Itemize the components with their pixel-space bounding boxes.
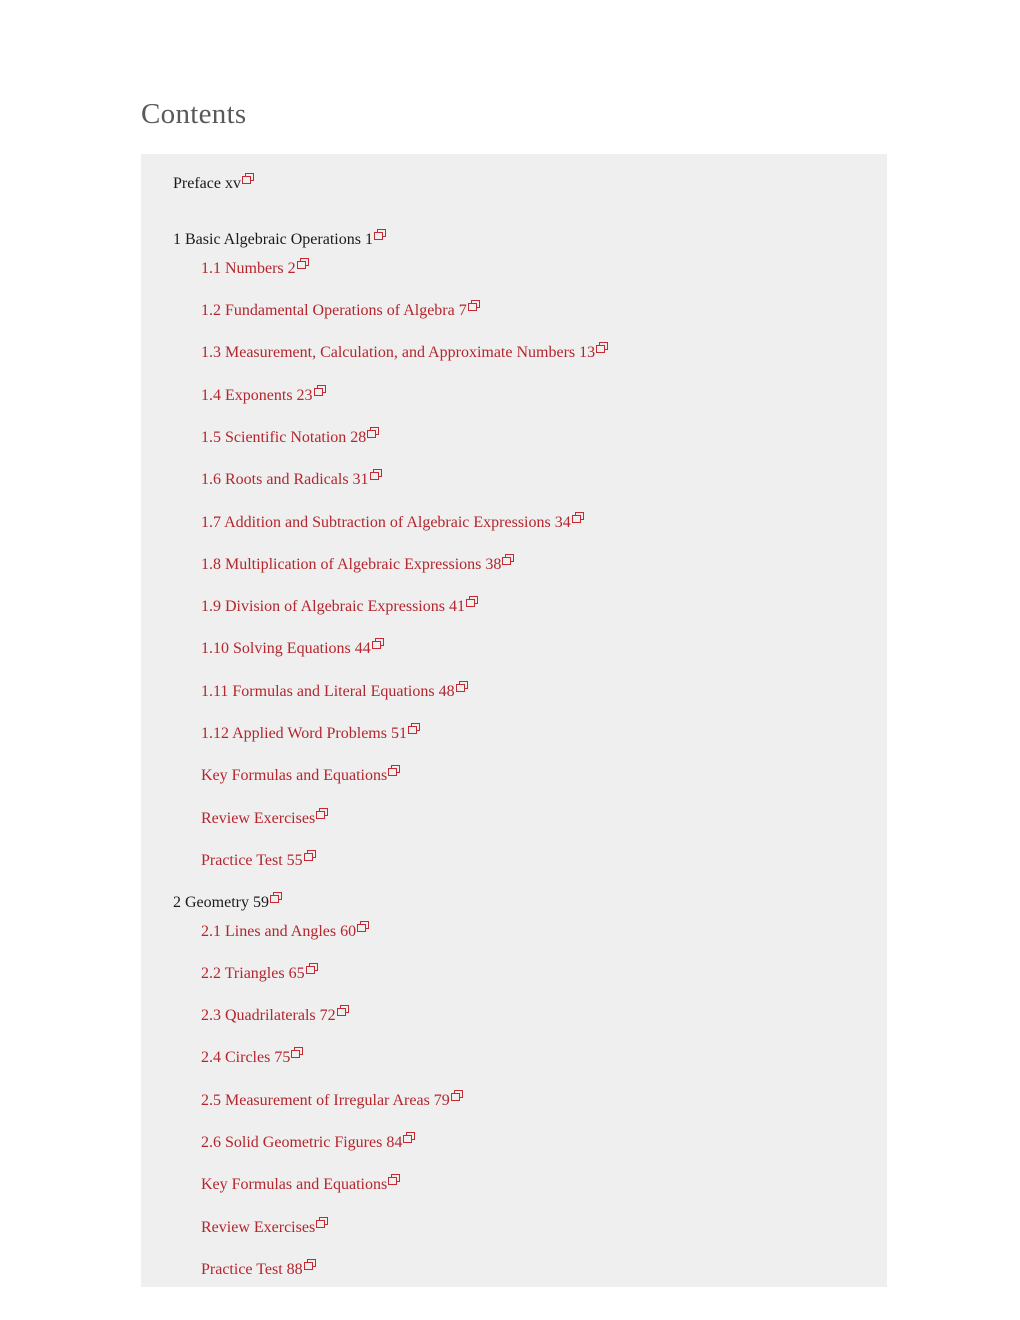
toc-item-chapter-1[interactable]	[173, 230, 385, 250]
toc-item-section[interactable]	[201, 1260, 315, 1280]
toc-item-section[interactable]	[201, 922, 368, 942]
toc-item-section[interactable]	[201, 964, 317, 984]
toc-item-label[interactable]: 2.5 Measurement of Irregular Areas 79	[201, 1092, 450, 1109]
toc-item-preface[interactable]	[173, 174, 253, 194]
toc-item-label[interactable]: 1.8 Multiplication of Algebraic Expressions 38	[201, 556, 502, 573]
external-link-icon[interactable]	[456, 681, 467, 692]
toc-item-label[interactable]: 1.6 Roots and Radicals 31	[201, 471, 369, 488]
toc-item-label[interactable]: 1 Basic Algebraic Operations 1	[173, 231, 373, 248]
toc-item-label[interactable]: Practice Test 88	[201, 1261, 303, 1278]
toc-item-label[interactable]: 2.1 Lines and Angles 60	[201, 923, 357, 940]
external-link-icon[interactable]	[306, 963, 317, 974]
toc-item-chapter-2[interactable]	[173, 893, 281, 913]
external-link-icon[interactable]	[367, 427, 378, 438]
toc-item-section[interactable]	[201, 682, 467, 702]
toc-item-section[interactable]	[201, 513, 583, 533]
toc-item-section[interactable]	[201, 1006, 348, 1026]
toc-item-label[interactable]: Review Exercises	[201, 810, 316, 827]
toc-item-section[interactable]	[201, 428, 378, 448]
external-link-icon[interactable]	[466, 596, 477, 607]
external-link-icon[interactable]	[270, 892, 281, 903]
external-link-icon[interactable]	[502, 554, 513, 565]
toc-item-label[interactable]: 1.12 Applied Word Problems 51	[201, 725, 407, 742]
toc-item-label[interactable]: 2.2 Triangles 65	[201, 965, 305, 982]
toc-item-label[interactable]: 1.2 Fundamental Operations of Algebra 7	[201, 302, 467, 319]
toc-item-label[interactable]: Preface xv	[173, 175, 241, 192]
toc-item-label[interactable]: Key Formulas and Equations	[201, 767, 388, 784]
external-link-icon[interactable]	[314, 385, 325, 396]
toc-item-section[interactable]	[201, 301, 479, 321]
toc-item-section[interactable]	[201, 639, 383, 659]
toc-item-label[interactable]: 2.6 Solid Geometric Figures 84	[201, 1134, 403, 1151]
toc-item-label[interactable]: 2.4 Circles 75	[201, 1049, 291, 1066]
toc-item-label[interactable]: 1.7 Addition and Subtraction of Algebraic Expressions 34	[201, 514, 571, 531]
external-link-icon[interactable]	[291, 1047, 302, 1058]
toc-item-label[interactable]: 1.3 Measurement, Calculation, and Approximate Numbers 13	[201, 344, 596, 361]
external-link-icon[interactable]	[388, 765, 399, 776]
toc-item-section[interactable]	[201, 1048, 302, 1068]
external-link-icon[interactable]	[357, 921, 368, 932]
external-link-icon[interactable]	[372, 638, 383, 649]
external-link-icon[interactable]	[297, 258, 308, 269]
external-link-icon[interactable]	[572, 512, 583, 523]
external-link-icon[interactable]	[304, 1259, 315, 1270]
toc-item-section[interactable]	[201, 597, 477, 617]
toc-item-section[interactable]	[201, 809, 327, 829]
toc-item-section[interactable]	[201, 555, 513, 575]
toc-item-section[interactable]	[201, 1218, 327, 1238]
toc-item-label[interactable]: Key Formulas and Equations	[201, 1176, 388, 1193]
external-link-icon[interactable]	[370, 469, 381, 480]
external-link-icon[interactable]	[316, 1217, 327, 1228]
toc-item-section[interactable]	[201, 386, 325, 406]
toc-item-section[interactable]	[201, 851, 315, 871]
toc-item-section[interactable]	[201, 343, 607, 363]
page-title: Contents	[141, 98, 247, 130]
toc-item-section[interactable]	[201, 724, 419, 744]
external-link-icon[interactable]	[304, 850, 315, 861]
toc-item-label[interactable]: 1.9 Division of Algebraic Expressions 41	[201, 598, 465, 615]
toc-panel	[141, 154, 887, 1287]
toc-item-label[interactable]: 1.11 Formulas and Literal Equations 48	[201, 683, 455, 700]
external-link-icon[interactable]	[596, 342, 607, 353]
toc-item-section[interactable]	[201, 259, 308, 279]
toc-item-label[interactable]: 1.4 Exponents 23	[201, 387, 313, 404]
external-link-icon[interactable]	[468, 300, 479, 311]
toc-item-label[interactable]: 1.5 Scientific Notation 28	[201, 429, 367, 446]
toc-item-section[interactable]	[201, 1175, 399, 1195]
external-link-icon[interactable]	[408, 723, 419, 734]
toc-item-label[interactable]: 1.10 Solving Equations 44	[201, 640, 371, 657]
toc-item-section[interactable]	[201, 766, 399, 786]
external-link-icon[interactable]	[242, 173, 253, 184]
external-link-icon[interactable]	[337, 1005, 348, 1016]
external-link-icon[interactable]	[316, 808, 327, 819]
toc-item-label[interactable]: 1.1 Numbers 2	[201, 260, 296, 277]
toc-item-label[interactable]: Practice Test 55	[201, 852, 303, 869]
toc-item-label[interactable]: 2 Geometry 59	[173, 894, 269, 911]
toc-item-label[interactable]: 2.3 Quadrilaterals 72	[201, 1007, 336, 1024]
external-link-icon[interactable]	[403, 1132, 414, 1143]
toc-item-section[interactable]	[201, 1091, 462, 1111]
toc-item-label[interactable]: Review Exercises	[201, 1219, 316, 1236]
external-link-icon[interactable]	[374, 229, 385, 240]
toc-item-section[interactable]	[201, 470, 381, 490]
external-link-icon[interactable]	[451, 1090, 462, 1101]
toc-item-section[interactable]	[201, 1133, 414, 1153]
external-link-icon[interactable]	[388, 1174, 399, 1185]
